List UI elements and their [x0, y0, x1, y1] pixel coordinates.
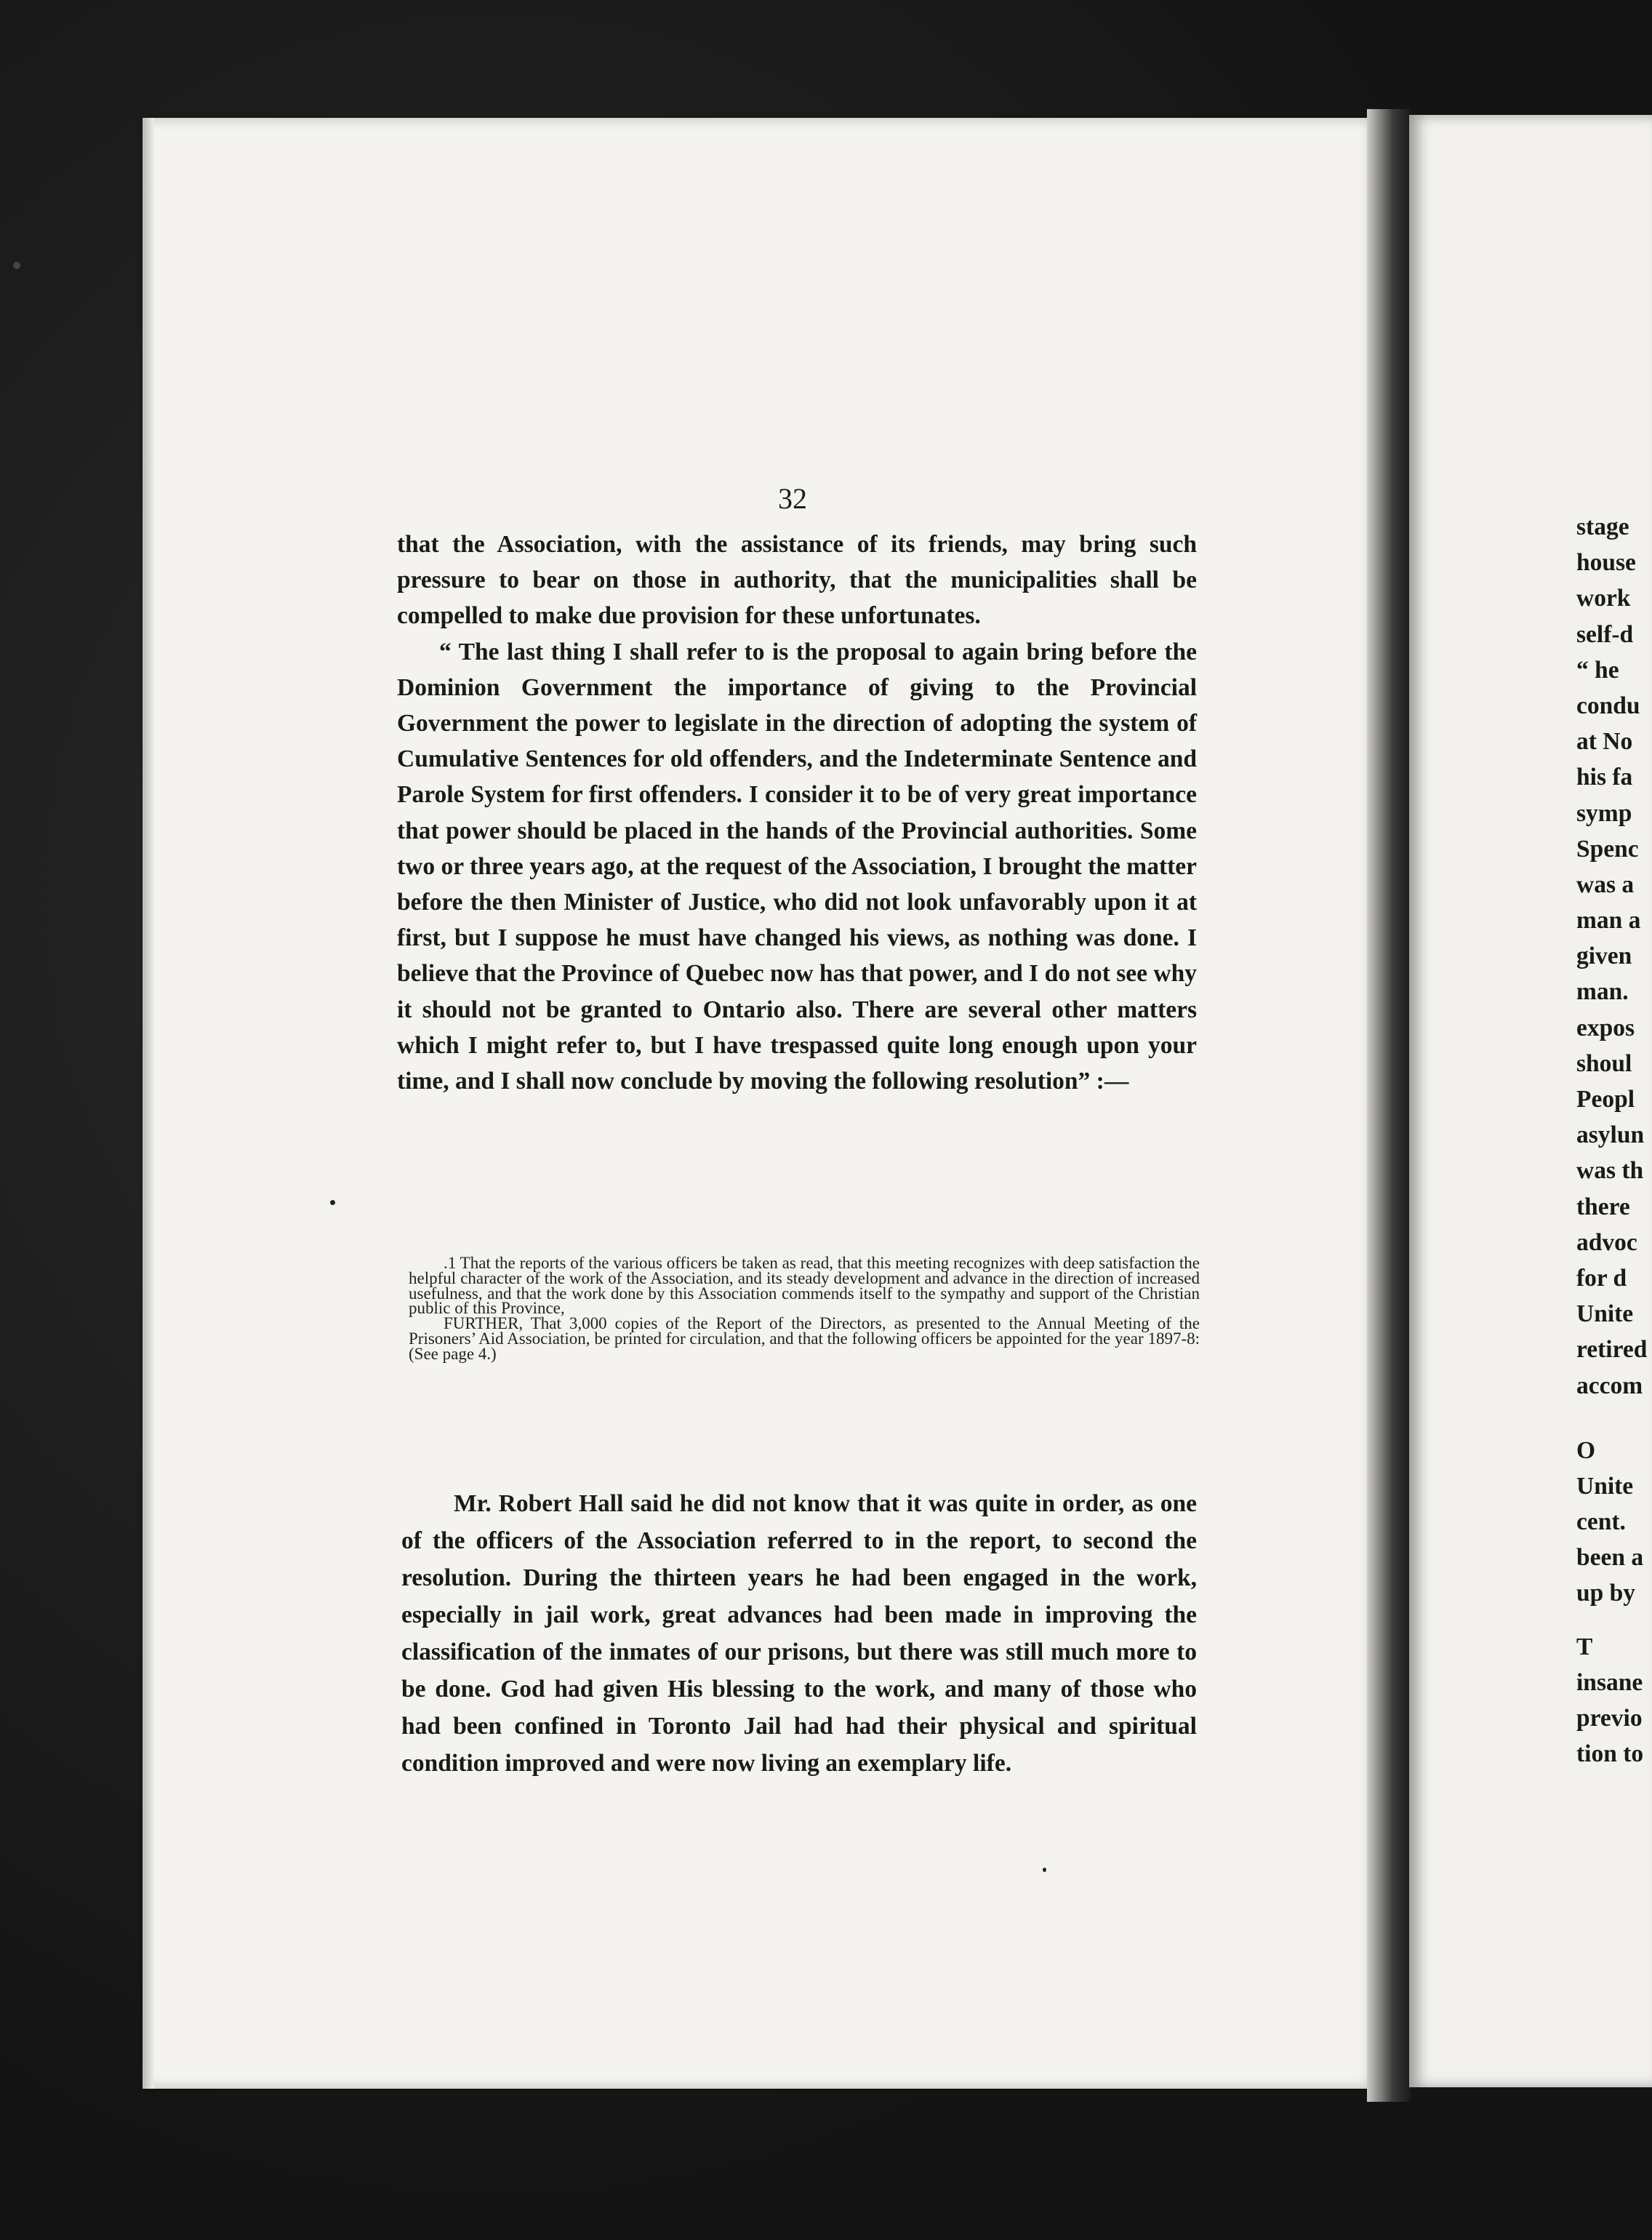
text-fragment: symp [1576, 799, 1632, 827]
text-fragment: at No [1576, 728, 1633, 756]
text-fragment: for d [1576, 1264, 1627, 1292]
text-fragment: O [1576, 1436, 1596, 1464]
fragment-group [1576, 1433, 1652, 1612]
text-fragment: expos [1576, 1014, 1635, 1041]
text-fragment: there [1576, 1193, 1630, 1220]
text-fragment: asylun [1576, 1121, 1645, 1149]
text-fragment: insane [1576, 1668, 1643, 1696]
paragraph: that the Association, with the assistance of its friends, may bring such pressure to bear on those in authority, that the municipalities shall be compelled to make due provision for these unfortunates. [397, 531, 1197, 630]
text-fragment: house [1576, 549, 1636, 577]
page-edge [143, 118, 154, 2089]
text-fragment: T [1576, 1633, 1593, 1660]
text-fragment: Unite [1576, 1300, 1634, 1328]
text-fragment: Spenc [1576, 835, 1639, 863]
text-fragment: was th [1576, 1157, 1644, 1185]
page-number: 32 [778, 482, 807, 515]
paragraph: “ The last thing I shall refer to is the proposal to again bring before the Dominion Government the importance of giving to the Provincial Government the power to legislate in the direction of adopting the system of Cumulative Sentences for old offenders, and the Indeterminate Sentence and Parole System for first offenders. I consider it to be of very great importance that power should be placed in the hands of the Provincial authorities. Some two or three years ago, at the request of the Association, I brought the matter before the then Minister of Justice, who did not look unfavorably upon it at first, but I suppose he must have changed his views, as nothing was done. I believe that the Province of Quebec now has that power, and I do not see why it should not be granted to Ontario also. There are several other matters which I might refer to, but I have trespassed quite long enough upon your time, and I shall now conclude by moving the following resolution” :— [397, 638, 1197, 1095]
text-fragment: shoul [1576, 1049, 1632, 1077]
text-fragment: Peopl [1576, 1086, 1635, 1113]
text-fragment: tion to [1576, 1740, 1644, 1768]
text-fragment: man. [1576, 978, 1629, 1006]
text-fragment: his fa [1576, 764, 1633, 791]
hall-remarks [401, 1485, 1197, 1782]
resolution-paragraph [409, 1316, 1200, 1361]
text-fragment: man a [1576, 907, 1641, 935]
text-fragment: accom [1576, 1372, 1643, 1399]
further-label: FURTHER, [444, 1314, 524, 1333]
text-fragment: condu [1576, 692, 1640, 719]
text-fragment: given [1576, 943, 1632, 970]
text-fragment: been a [1576, 1544, 1644, 1572]
text-fragment: up by [1576, 1580, 1636, 1607]
text-fragment: work [1576, 585, 1631, 612]
book-gutter [1367, 109, 1411, 2102]
paragraph: Mr. Robert Hall said he did not know that it was quite in order, as one of the officers of the Association referred to in the report, to second the resolution. During the thirteen years he had been engaged in the work, especially in jail work, great advances had been made in improving the classification of the inmates of our prisons, but there was still much more to be done. God had given His blessing to the work, and many of those who had been confined in Toronto Jail had had their physical and spiritual condition improved and were now living an exemplary life. [401, 1490, 1197, 1777]
text-fragment: “ he [1576, 656, 1619, 684]
text-fragment: advoc [1576, 1228, 1637, 1256]
resolution-text [409, 1256, 1200, 1362]
resolution-body: That 3,000 copies of the Report of the Directors, as presented to the Annual Meeting of the Prisoners’ Aid Association, be printed for circulation, and that the following officers be appointed for the year 1897-8: (See page 4.) [409, 1314, 1200, 1363]
left-page [143, 118, 1379, 2089]
text-fragment: self-d [1576, 620, 1634, 648]
resolution-paragraph: .1 That the reports of the various officers be taken as read, that this meeting recognizes with deep satisfaction the helpful character of the work of the Association, and its steady development and advance in the direction of increased usefulness, and that the work done by this Association commends itself to the sympathy and support of the Christian public of this Province, [409, 1254, 1200, 1318]
text-fragment: cent. [1576, 1508, 1626, 1536]
scan-speck [13, 262, 20, 269]
fragment-group [1576, 509, 1652, 1404]
text-fragment: Unite [1576, 1472, 1634, 1500]
text-fragment: stage [1576, 513, 1629, 540]
text-fragment: previo [1576, 1705, 1643, 1732]
scan-speck [330, 1200, 335, 1205]
fragment-group [1576, 1629, 1652, 1772]
text-fragment: retired [1576, 1336, 1648, 1364]
scan-speck [1043, 1868, 1046, 1872]
body-text [397, 527, 1197, 1099]
text-fragment: was a [1576, 871, 1635, 898]
right-page-text-fragments [1576, 509, 1652, 1772]
